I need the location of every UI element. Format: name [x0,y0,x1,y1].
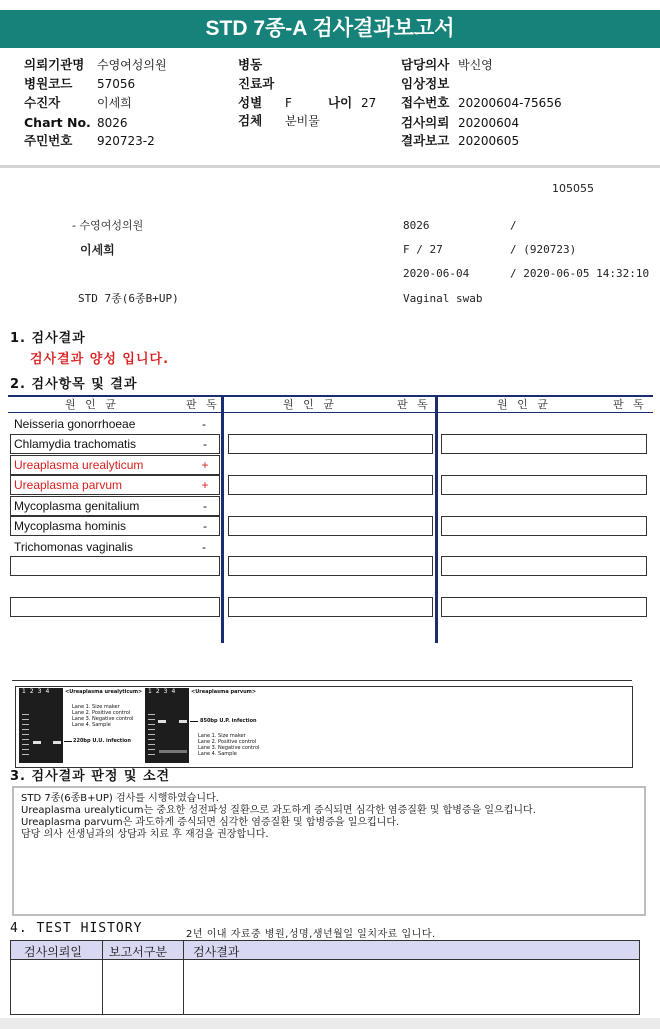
header-divider [0,165,660,168]
table-row [10,516,220,536]
gel-top-rule [12,680,632,681]
empty-row [228,597,433,617]
gel-right-legend [198,733,259,757]
opinion-line: 담당 의사 선생님과의 상담과 치료 후 재검을 권장합니다. [21,829,269,840]
gel-image-parvum [145,688,189,763]
table-col-divider [221,395,224,643]
empty-row [441,516,647,536]
label-sex-age: F / 27 [403,243,443,256]
lane-label: 4 [45,688,54,695]
history-table-header [10,940,640,960]
history-col-divider [102,940,103,1015]
label-hospital: - 수영여성의원 [72,219,144,232]
lane-label: 3 [163,688,172,695]
label-birth: / (920723) [510,243,577,256]
specimen-value: 분비물 [285,114,320,128]
lane-label: 4 [171,688,180,695]
request-value: 20200604 [458,116,520,130]
doctor-label: 담당의사 [401,57,450,72]
patient-value: 이세희 [97,96,132,110]
pathogen-name: Ureaplasma urealyticum [14,458,144,472]
doctor-value: 박신영 [458,58,493,72]
label-date2: / 2020-06-05 14:32:10 [510,267,650,280]
gel-legend-line: Lane 3. Negative control [72,716,134,722]
table-row [10,496,220,516]
label-date1: 2020-06-04 [403,267,470,280]
section1-title: 1. 검사결과 [10,331,86,346]
table-row [10,455,220,475]
gel-left-band-label: 220bp U.U. infection [73,738,131,744]
hospital-label: 의뢰기관명 [24,57,85,72]
history-col-divider [183,940,184,1015]
gel-right-band-label: 850bp U.P. infection [200,718,257,724]
section3-title: 3. 검사결과 판정 및 소견 [10,769,171,784]
pathogen-name: Trichomonas vaginalis [14,540,133,554]
lane-label: 1 [148,688,156,695]
patient-label: 수진자 [24,95,61,110]
empty-row [441,475,647,495]
lane-label: 2 [155,688,164,695]
col-judge-header: 판 독 [186,398,220,411]
primer-band [159,750,187,753]
pathogen-result: - [203,519,207,533]
report-label: 결과보고 [401,133,450,148]
history-note: 2년 이내 자료중 병원,성명,생년월일 일치자료 입니다. [186,929,436,940]
label-hospital-text: 수영여성의원 [79,219,144,232]
empty-row [228,434,433,454]
pathogen-result: - [202,417,206,431]
col-judge-header: 판 독 [397,398,431,411]
section2-title: 2. 검사항목 및 결과 [10,377,138,392]
opinion-line: STD 7종(6종B+UP) 검사를 시행하였습니다. [21,793,219,804]
col-pathogen-header: 원 인 균 [65,398,119,411]
gel-band [158,720,166,723]
pathogen-name: Mycoplasma genitalium [14,499,140,513]
gel-band [179,720,187,723]
lane-label: 1 [22,688,30,695]
sex-label: 성별 [238,95,263,110]
col-result: 검사결과 [193,945,240,959]
label-patient: 이세희 [80,243,115,257]
pathogen-name: Chlamydia trachomatis [14,437,137,451]
gel-left-title: <Ureaplasma urealyticum> [65,689,143,695]
sex-value: F [285,96,292,110]
gel-legend-line: Lane 4. Sample [72,722,111,728]
lane-label: 3 [37,688,46,695]
empty-row [441,434,647,454]
size-ladder [22,710,29,758]
gel-left-legend [72,704,133,728]
code-value: 57056 [97,77,136,91]
col-request-date: 검사의뢰일 [24,945,82,959]
opinion-box [12,786,646,916]
receipt-label: 접수번호 [401,95,450,110]
receipt-value: 20200604-75656 [458,96,562,110]
age-value: 27 [361,96,377,110]
id-label: 주민번호 [24,133,73,148]
footer-strip [0,1018,660,1029]
empty-row [441,597,647,617]
clinical-label: 임상정보 [401,76,450,91]
pathogen-result: - [202,540,206,554]
empty-row [228,475,433,495]
table-header-rule [8,412,653,413]
hospital-value: 수영여성의원 [97,58,167,72]
gel-legend-line: Lane 1. Size maker [72,704,120,710]
size-ladder [148,710,155,758]
label-chart: 8026 [403,219,430,232]
table-row [11,537,219,557]
opinion-line: Ureaplasma urealyticum는 중요한 성전파성 질환으로 과도하게 증식되면 심각한 염증질환 및 합병증을 일으킵니다. [21,805,536,816]
empty-row [228,516,433,536]
gel-legend-line: Lane 1. Size maker [198,733,246,739]
request-label: 검사의뢰 [401,115,450,130]
pathogen-result: - [203,499,207,513]
gel-right-title: <Ureaplasma parvum> [191,689,257,695]
result-summary: 검사결과 양성 입니다. [30,352,170,367]
pathogen-result: + [201,458,209,472]
pathogen-result: - [203,437,207,451]
label-sample: Vaginal swab [403,292,483,305]
opinion-line: Ureaplasma parvum은 과도하게 증식되면 심각한 염증질환 및 합병증을 일으킵니다. [21,817,400,828]
empty-row [10,556,220,576]
ward-label: 병동 [238,57,263,72]
table-col-divider [435,395,438,643]
gel-arrow [64,741,72,742]
age-label: 나이 [328,95,353,110]
section4-title: 4. TEST HISTORY [10,921,143,936]
gel-band [33,741,41,744]
empty-row [10,597,220,617]
col-pathogen-header: 원 인 균 [283,398,337,411]
label-slash: / [510,219,517,232]
label-test: STD 7종(6종B+UP) [78,292,179,305]
table-row [10,434,220,454]
id-value: 920723-2 [97,134,155,148]
gel-band [53,741,61,744]
empty-row [441,556,647,576]
empty-row [228,556,433,576]
chart-label: Chart No. [24,115,91,130]
lane-label: 2 [29,688,38,695]
table-row [11,414,219,434]
report-title: STD 7종-A 검사결과보고서 [0,10,660,48]
col-report-type: 보고서구분 [109,945,167,959]
history-table-body [10,960,640,1015]
pathogen-result: + [201,478,209,492]
chart-value: 8026 [97,116,128,130]
col-judge-header: 판 독 [613,398,647,411]
gel-legend-line: Lane 2. Positive control [72,710,131,716]
code-label: 병원코드 [24,76,73,91]
pathogen-name: Neisseria gonorrhoeae [14,417,136,431]
gel-image-urealyticum [19,688,63,763]
label-number: 105055 [552,182,594,195]
report-value: 20200605 [458,134,520,148]
specimen-label: 검체 [238,113,263,128]
pathogen-name: Ureaplasma parvum [14,478,123,492]
gel-legend-line: Lane 4. Sample [198,751,237,757]
col-pathogen-header: 원 인 균 [497,398,551,411]
table-row [10,475,220,495]
pathogen-name: Mycoplasma hominis [14,519,127,533]
gel-legend-line: Lane 3. Negative control [198,745,260,751]
gel-legend-line: Lane 2. Positive control [198,739,257,745]
dept-label: 진료과 [238,76,275,91]
gel-arrow [190,721,198,722]
